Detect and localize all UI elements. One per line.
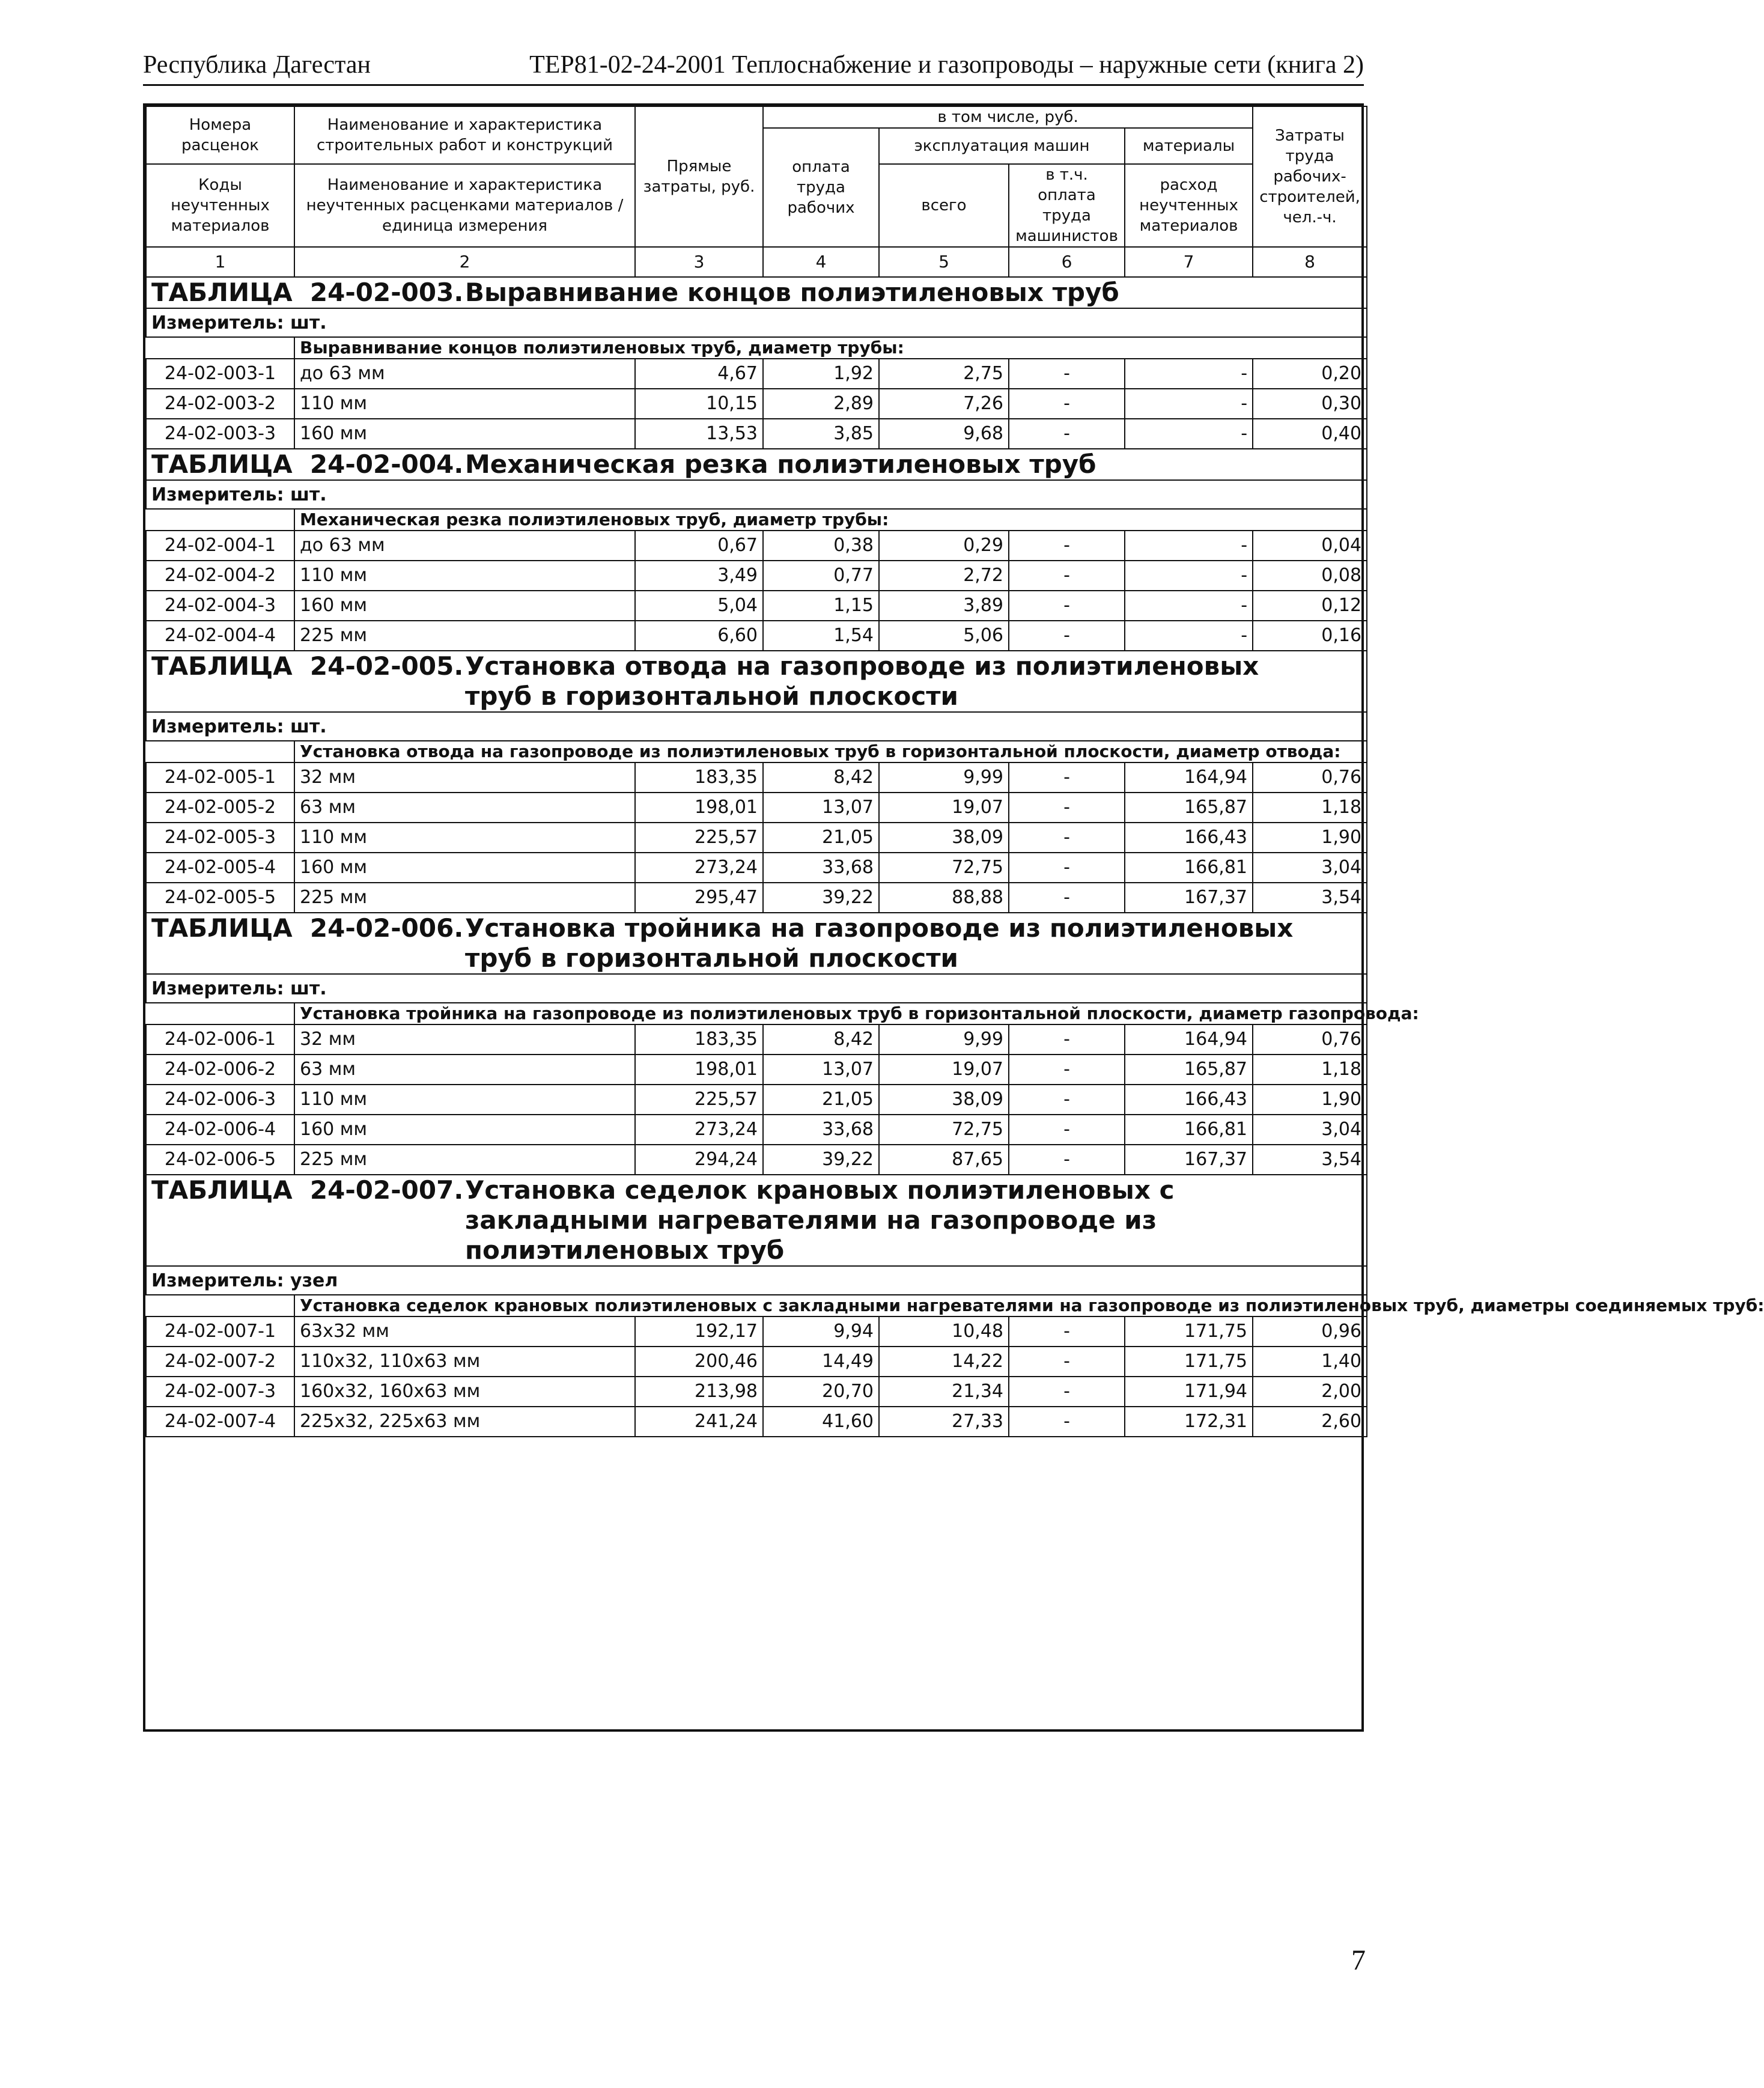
rates-table <box>145 106 1764 1437</box>
section-title <box>146 1175 1367 1266</box>
section-intro: Механическая резка полиэтиленовых труб, диаметр трубы: <box>294 509 1367 531</box>
column-header <box>146 106 1367 277</box>
worker-pay-cell: 1,54 <box>763 621 879 651</box>
operator-pay-cell: - <box>1009 389 1125 419</box>
section-intro-row <box>146 1003 1367 1024</box>
rate-code-cell: 24-02-007-3 <box>146 1377 294 1407</box>
unaccounted-materials-cell: - <box>1125 621 1253 651</box>
section-title <box>146 449 1367 480</box>
direct-costs-cell: 4,67 <box>635 359 763 389</box>
table-row <box>146 1055 1367 1085</box>
operator-pay-cell: - <box>1009 1145 1125 1175</box>
labor-costs-cell: 0,12 <box>1253 591 1367 621</box>
machines-total-cell: 7,26 <box>879 389 1009 419</box>
direct-costs-cell: 183,35 <box>635 762 763 793</box>
section-unit-row <box>146 1266 1367 1295</box>
unaccounted-materials-cell: - <box>1125 591 1253 621</box>
labor-costs-cell: 1,90 <box>1253 823 1367 853</box>
col-header-including: в том числе, руб. <box>763 106 1253 128</box>
worker-pay-cell: 21,05 <box>763 1085 879 1115</box>
table-row <box>146 793 1367 823</box>
work-description-cell: 160х32, 160х63 мм <box>294 1377 635 1407</box>
section-label: ТАБЛИЦА <box>151 1175 293 1205</box>
operator-pay-cell: - <box>1009 1316 1125 1347</box>
section-code: 24-02-005. <box>309 651 464 681</box>
labor-costs-cell: 1,40 <box>1253 1347 1367 1377</box>
table-row <box>146 762 1367 793</box>
unaccounted-materials-cell: 167,37 <box>1125 883 1253 913</box>
machines-total-cell: 2,72 <box>879 561 1009 591</box>
labor-costs-cell: 1,18 <box>1253 793 1367 823</box>
table-row <box>146 591 1367 621</box>
labor-costs-cell: 1,90 <box>1253 1085 1367 1115</box>
machines-total-cell: 72,75 <box>879 1115 1009 1145</box>
worker-pay-cell: 3,85 <box>763 419 879 449</box>
unaccounted-materials-cell: 164,94 <box>1125 1024 1253 1055</box>
unaccounted-materials-cell: - <box>1125 561 1253 591</box>
section-unit-row <box>146 308 1367 337</box>
section-title-row <box>146 651 1367 712</box>
labor-costs-cell: 3,04 <box>1253 1115 1367 1145</box>
column-number: 8 <box>1253 247 1367 277</box>
labor-costs-cell: 0,96 <box>1253 1316 1367 1347</box>
intro-spacer <box>146 1295 294 1316</box>
operator-pay-cell: - <box>1009 1377 1125 1407</box>
machines-total-cell: 2,75 <box>879 359 1009 389</box>
labor-costs-cell: 0,30 <box>1253 389 1367 419</box>
labor-costs-cell: 2,60 <box>1253 1407 1367 1437</box>
direct-costs-cell: 6,60 <box>635 621 763 651</box>
unaccounted-materials-cell: 166,43 <box>1125 823 1253 853</box>
section-name: Установка седелок крановых полиэтиленовых с закладными нагревателями на газопроводе из полиэтиленовых труб <box>465 1175 1175 1265</box>
work-description-cell: 225 мм <box>294 883 635 913</box>
operator-pay-cell: - <box>1009 883 1125 913</box>
col-header-rate-numbers: Номера расценок <box>146 106 294 164</box>
worker-pay-cell: 8,42 <box>763 1024 879 1055</box>
col-header-direct-costs: Прямые затраты, руб. <box>635 106 763 247</box>
labor-costs-cell: 3,04 <box>1253 853 1367 883</box>
section-code: 24-02-004. <box>309 449 464 479</box>
col-header-material-names: Наименование и характеристика неучтенных расценками материалов / единица измерения <box>294 164 635 247</box>
section-unit: Измеритель: шт. <box>146 712 1367 741</box>
unaccounted-materials-cell: 164,94 <box>1125 762 1253 793</box>
header-rule <box>143 84 1364 86</box>
labor-costs-cell: 0,16 <box>1253 621 1367 651</box>
table-row <box>146 419 1367 449</box>
table-row <box>146 853 1367 883</box>
work-description-cell: 160 мм <box>294 419 635 449</box>
direct-costs-cell: 10,15 <box>635 389 763 419</box>
work-description-cell: 110 мм <box>294 823 635 853</box>
section-intro: Установка седелок крановых полиэтиленовых с закладными нагревателями на газопроводе из полиэтиленовых труб, диаметры соединяемых труб: <box>294 1295 1367 1316</box>
column-number: 4 <box>763 247 879 277</box>
section-number <box>151 1175 465 1205</box>
rate-code-cell: 24-02-005-4 <box>146 853 294 883</box>
worker-pay-cell: 39,22 <box>763 1145 879 1175</box>
operator-pay-cell: - <box>1009 621 1125 651</box>
unaccounted-materials-cell: - <box>1125 389 1253 419</box>
work-description-cell: 160 мм <box>294 1115 635 1145</box>
section-title-row <box>146 1175 1367 1266</box>
direct-costs-cell: 273,24 <box>635 1115 763 1145</box>
work-description-cell: 225х32, 225х63 мм <box>294 1407 635 1437</box>
direct-costs-cell: 198,01 <box>635 1055 763 1085</box>
operator-pay-cell: - <box>1009 1055 1125 1085</box>
direct-costs-cell: 273,24 <box>635 853 763 883</box>
machines-total-cell: 14,22 <box>879 1347 1009 1377</box>
section-number <box>151 913 465 943</box>
worker-pay-cell: 1,15 <box>763 591 879 621</box>
section-intro-row <box>146 741 1367 762</box>
work-description-cell: 110 мм <box>294 389 635 419</box>
section-label: ТАБЛИЦА <box>151 651 293 681</box>
labor-costs-cell: 3,54 <box>1253 883 1367 913</box>
section-intro-row <box>146 509 1367 531</box>
section-number <box>151 278 465 308</box>
operator-pay-cell: - <box>1009 1085 1125 1115</box>
section-unit-row <box>146 712 1367 741</box>
col-header-unaccounted-materials: расход неучтенных материалов <box>1125 164 1253 247</box>
operator-pay-cell: - <box>1009 1407 1125 1437</box>
direct-costs-cell: 241,24 <box>635 1407 763 1437</box>
header-region: Республика Дагестан <box>143 51 371 79</box>
work-description-cell: 32 мм <box>294 762 635 793</box>
unaccounted-materials-cell: - <box>1125 419 1253 449</box>
section-number <box>151 449 465 479</box>
table-row <box>146 1377 1367 1407</box>
table-row <box>146 1085 1367 1115</box>
worker-pay-cell: 2,89 <box>763 389 879 419</box>
operator-pay-cell: - <box>1009 591 1125 621</box>
direct-costs-cell: 13,53 <box>635 419 763 449</box>
section-unit-row <box>146 974 1367 1003</box>
operator-pay-cell: - <box>1009 561 1125 591</box>
table-row <box>146 1407 1367 1437</box>
worker-pay-cell: 33,68 <box>763 853 879 883</box>
rate-code-cell: 24-02-005-1 <box>146 762 294 793</box>
operator-pay-cell: - <box>1009 419 1125 449</box>
worker-pay-cell: 13,07 <box>763 1055 879 1085</box>
rate-code-cell: 24-02-004-3 <box>146 591 294 621</box>
section-code: 24-02-003. <box>309 278 464 307</box>
operator-pay-cell: - <box>1009 762 1125 793</box>
unaccounted-materials-cell: 171,75 <box>1125 1316 1253 1347</box>
section-intro-row <box>146 337 1367 359</box>
unaccounted-materials-cell: 166,43 <box>1125 1085 1253 1115</box>
rate-sections <box>146 277 1764 1437</box>
direct-costs-cell: 0,67 <box>635 531 763 561</box>
rate-code-cell: 24-02-005-2 <box>146 793 294 823</box>
machines-total-cell: 38,09 <box>879 1085 1009 1115</box>
section-unit: Измеритель: шт. <box>146 308 1367 337</box>
section-name: Выравнивание концов полиэтиленовых труб <box>465 278 1119 307</box>
direct-costs-cell: 192,17 <box>635 1316 763 1347</box>
section-label: ТАБЛИЦА <box>151 449 293 479</box>
running-header <box>143 47 1364 83</box>
col-header-labor-costs: Затраты труда рабочих-строителей, чел.-ч. <box>1253 106 1367 247</box>
work-description-cell: 110 мм <box>294 561 635 591</box>
rate-code-cell: 24-02-004-1 <box>146 531 294 561</box>
machines-total-cell: 3,89 <box>879 591 1009 621</box>
col-header-materials: материалы <box>1125 128 1253 164</box>
column-number-row <box>146 247 1367 277</box>
column-number: 7 <box>1125 247 1253 277</box>
table-row <box>146 823 1367 853</box>
machines-total-cell: 19,07 <box>879 793 1009 823</box>
unaccounted-materials-cell: 166,81 <box>1125 1115 1253 1145</box>
machines-total-cell: 19,07 <box>879 1055 1009 1085</box>
rate-code-cell: 24-02-006-4 <box>146 1115 294 1145</box>
rates-table-frame <box>143 103 1764 1732</box>
machines-total-cell: 72,75 <box>879 853 1009 883</box>
machines-total-cell: 27,33 <box>879 1407 1009 1437</box>
labor-costs-cell: 0,20 <box>1253 359 1367 389</box>
column-number: 3 <box>635 247 763 277</box>
work-description-cell: 110 мм <box>294 1085 635 1115</box>
unaccounted-materials-cell: 165,87 <box>1125 793 1253 823</box>
intro-spacer <box>146 1003 294 1024</box>
direct-costs-cell: 200,46 <box>635 1347 763 1377</box>
labor-costs-cell: 2,00 <box>1253 1377 1367 1407</box>
section-name: Установка отвода на газопроводе из полиэтиленовых труб в горизонтальной плоскости <box>465 651 1259 711</box>
work-description-cell: 225 мм <box>294 1145 635 1175</box>
section-code: 24-02-007. <box>309 1175 464 1205</box>
rate-code-cell: 24-02-007-2 <box>146 1347 294 1377</box>
direct-costs-cell: 225,57 <box>635 1085 763 1115</box>
worker-pay-cell: 21,05 <box>763 823 879 853</box>
unaccounted-materials-cell: 172,31 <box>1125 1407 1253 1437</box>
section-unit: Измеритель: шт. <box>146 974 1367 1003</box>
section-unit: Измеритель: шт. <box>146 480 1367 509</box>
work-description-cell: 32 мм <box>294 1024 635 1055</box>
unaccounted-materials-cell: - <box>1125 359 1253 389</box>
col-header-work-name: Наименование и характеристика строительных работ и конструкций <box>294 106 635 164</box>
table-row <box>146 621 1367 651</box>
column-number: 1 <box>146 247 294 277</box>
labor-costs-cell: 0,04 <box>1253 531 1367 561</box>
operator-pay-cell: - <box>1009 1115 1125 1145</box>
operator-pay-cell: - <box>1009 1347 1125 1377</box>
rate-code-cell: 24-02-005-5 <box>146 883 294 913</box>
table-row <box>146 359 1367 389</box>
intro-spacer <box>146 741 294 762</box>
section-unit-row <box>146 480 1367 509</box>
direct-costs-cell: 213,98 <box>635 1377 763 1407</box>
section-intro: Установка тройника на газопроводе из полиэтиленовых труб в горизонтальной плоскости, диаметр газопровода: <box>294 1003 1367 1024</box>
col-header-operator-pay: в т.ч. оплата труда машинистов <box>1009 164 1125 247</box>
table-row <box>146 561 1367 591</box>
rate-code-cell: 24-02-006-1 <box>146 1024 294 1055</box>
section-intro-row <box>146 1295 1367 1316</box>
rate-code-cell: 24-02-007-4 <box>146 1407 294 1437</box>
machines-total-cell: 9,68 <box>879 419 1009 449</box>
column-number: 2 <box>294 247 635 277</box>
section-label: ТАБЛИЦА <box>151 278 293 307</box>
col-header-material-codes: Коды неучтенных материалов <box>146 164 294 247</box>
unaccounted-materials-cell: - <box>1125 531 1253 561</box>
section-title <box>146 277 1367 308</box>
table-row <box>146 1115 1367 1145</box>
rate-code-cell: 24-02-007-1 <box>146 1316 294 1347</box>
work-description-cell: 160 мм <box>294 853 635 883</box>
rate-code-cell: 24-02-004-4 <box>146 621 294 651</box>
unaccounted-materials-cell: 167,37 <box>1125 1145 1253 1175</box>
intro-spacer <box>146 337 294 359</box>
operator-pay-cell: - <box>1009 823 1125 853</box>
machines-total-cell: 9,99 <box>879 1024 1009 1055</box>
worker-pay-cell: 9,94 <box>763 1316 879 1347</box>
work-description-cell: 225 мм <box>294 621 635 651</box>
machines-total-cell: 9,99 <box>879 762 1009 793</box>
unaccounted-materials-cell: 165,87 <box>1125 1055 1253 1085</box>
direct-costs-cell: 294,24 <box>635 1145 763 1175</box>
table-row <box>146 531 1367 561</box>
rate-code-cell: 24-02-003-1 <box>146 359 294 389</box>
rate-code-cell: 24-02-006-5 <box>146 1145 294 1175</box>
work-description-cell: 160 мм <box>294 591 635 621</box>
operator-pay-cell: - <box>1009 1024 1125 1055</box>
worker-pay-cell: 20,70 <box>763 1377 879 1407</box>
section-title-row <box>146 277 1367 308</box>
unaccounted-materials-cell: 171,94 <box>1125 1377 1253 1407</box>
direct-costs-cell: 183,35 <box>635 1024 763 1055</box>
work-description-cell: до 63 мм <box>294 531 635 561</box>
table-row <box>146 883 1367 913</box>
worker-pay-cell: 13,07 <box>763 793 879 823</box>
column-number: 5 <box>879 247 1009 277</box>
worker-pay-cell: 41,60 <box>763 1407 879 1437</box>
col-header-worker-pay: оплата труда рабочих <box>763 128 879 247</box>
worker-pay-cell: 0,77 <box>763 561 879 591</box>
worker-pay-cell: 33,68 <box>763 1115 879 1145</box>
worker-pay-cell: 8,42 <box>763 762 879 793</box>
rate-code-cell: 24-02-003-2 <box>146 389 294 419</box>
rate-code-cell: 24-02-003-3 <box>146 419 294 449</box>
operator-pay-cell: - <box>1009 531 1125 561</box>
work-description-cell: 63х32 мм <box>294 1316 635 1347</box>
section-title-row <box>146 913 1367 974</box>
direct-costs-cell: 295,47 <box>635 883 763 913</box>
column-number: 6 <box>1009 247 1125 277</box>
machines-total-cell: 87,65 <box>879 1145 1009 1175</box>
machines-total-cell: 5,06 <box>879 621 1009 651</box>
section-number <box>151 651 465 681</box>
operator-pay-cell: - <box>1009 793 1125 823</box>
header-document-title: ТЕР81-02-24-2001 Теплоснабжение и газопроводы – наружные сети (книга 2) <box>529 51 1364 79</box>
section-title-row <box>146 449 1367 480</box>
table-row <box>146 1347 1367 1377</box>
col-header-machine-operation: эксплуатация машин <box>879 128 1125 164</box>
section-title <box>146 651 1367 712</box>
section-code: 24-02-006. <box>309 913 464 943</box>
work-description-cell: до 63 мм <box>294 359 635 389</box>
section-name: Установка тройника на газопроводе из полиэтиленовых труб в горизонтальной плоскости <box>465 913 1294 973</box>
work-description-cell: 110х32, 110х63 мм <box>294 1347 635 1377</box>
operator-pay-cell: - <box>1009 853 1125 883</box>
page-number: 7 <box>1351 1944 1366 1976</box>
machines-total-cell: 10,48 <box>879 1316 1009 1347</box>
labor-costs-cell: 0,40 <box>1253 419 1367 449</box>
work-description-cell: 63 мм <box>294 1055 635 1085</box>
machines-total-cell: 88,88 <box>879 883 1009 913</box>
operator-pay-cell: - <box>1009 359 1125 389</box>
machines-total-cell: 0,29 <box>879 531 1009 561</box>
labor-costs-cell: 3,54 <box>1253 1145 1367 1175</box>
intro-spacer <box>146 509 294 531</box>
labor-costs-cell: 0,76 <box>1253 1024 1367 1055</box>
section-label: ТАБЛИЦА <box>151 913 293 943</box>
table-row <box>146 1316 1367 1347</box>
section-name: Механическая резка полиэтиленовых труб <box>465 449 1096 479</box>
direct-costs-cell: 225,57 <box>635 823 763 853</box>
worker-pay-cell: 14,49 <box>763 1347 879 1377</box>
rate-code-cell: 24-02-006-3 <box>146 1085 294 1115</box>
machines-total-cell: 21,34 <box>879 1377 1009 1407</box>
work-description-cell: 63 мм <box>294 793 635 823</box>
rate-code-cell: 24-02-006-2 <box>146 1055 294 1085</box>
rate-code-cell: 24-02-004-2 <box>146 561 294 591</box>
rate-code-cell: 24-02-005-3 <box>146 823 294 853</box>
worker-pay-cell: 1,92 <box>763 359 879 389</box>
section-title <box>146 913 1367 974</box>
worker-pay-cell: 0,38 <box>763 531 879 561</box>
worker-pay-cell: 39,22 <box>763 883 879 913</box>
unaccounted-materials-cell: 171,75 <box>1125 1347 1253 1377</box>
direct-costs-cell: 5,04 <box>635 591 763 621</box>
table-row <box>146 389 1367 419</box>
labor-costs-cell: 0,08 <box>1253 561 1367 591</box>
unaccounted-materials-cell: 166,81 <box>1125 853 1253 883</box>
table-row <box>146 1145 1367 1175</box>
section-intro: Установка отвода на газопроводе из полиэтиленовых труб в горизонтальной плоскости, диаметр отвода: <box>294 741 1367 762</box>
labor-costs-cell: 1,18 <box>1253 1055 1367 1085</box>
machines-total-cell: 38,09 <box>879 823 1009 853</box>
table-row <box>146 1024 1367 1055</box>
col-header-machines-total: всего <box>879 164 1009 247</box>
direct-costs-cell: 3,49 <box>635 561 763 591</box>
direct-costs-cell: 198,01 <box>635 793 763 823</box>
section-unit: Измеритель: узел <box>146 1266 1367 1295</box>
labor-costs-cell: 0,76 <box>1253 762 1367 793</box>
section-intro: Выравнивание концов полиэтиленовых труб, диаметр трубы: <box>294 337 1367 359</box>
